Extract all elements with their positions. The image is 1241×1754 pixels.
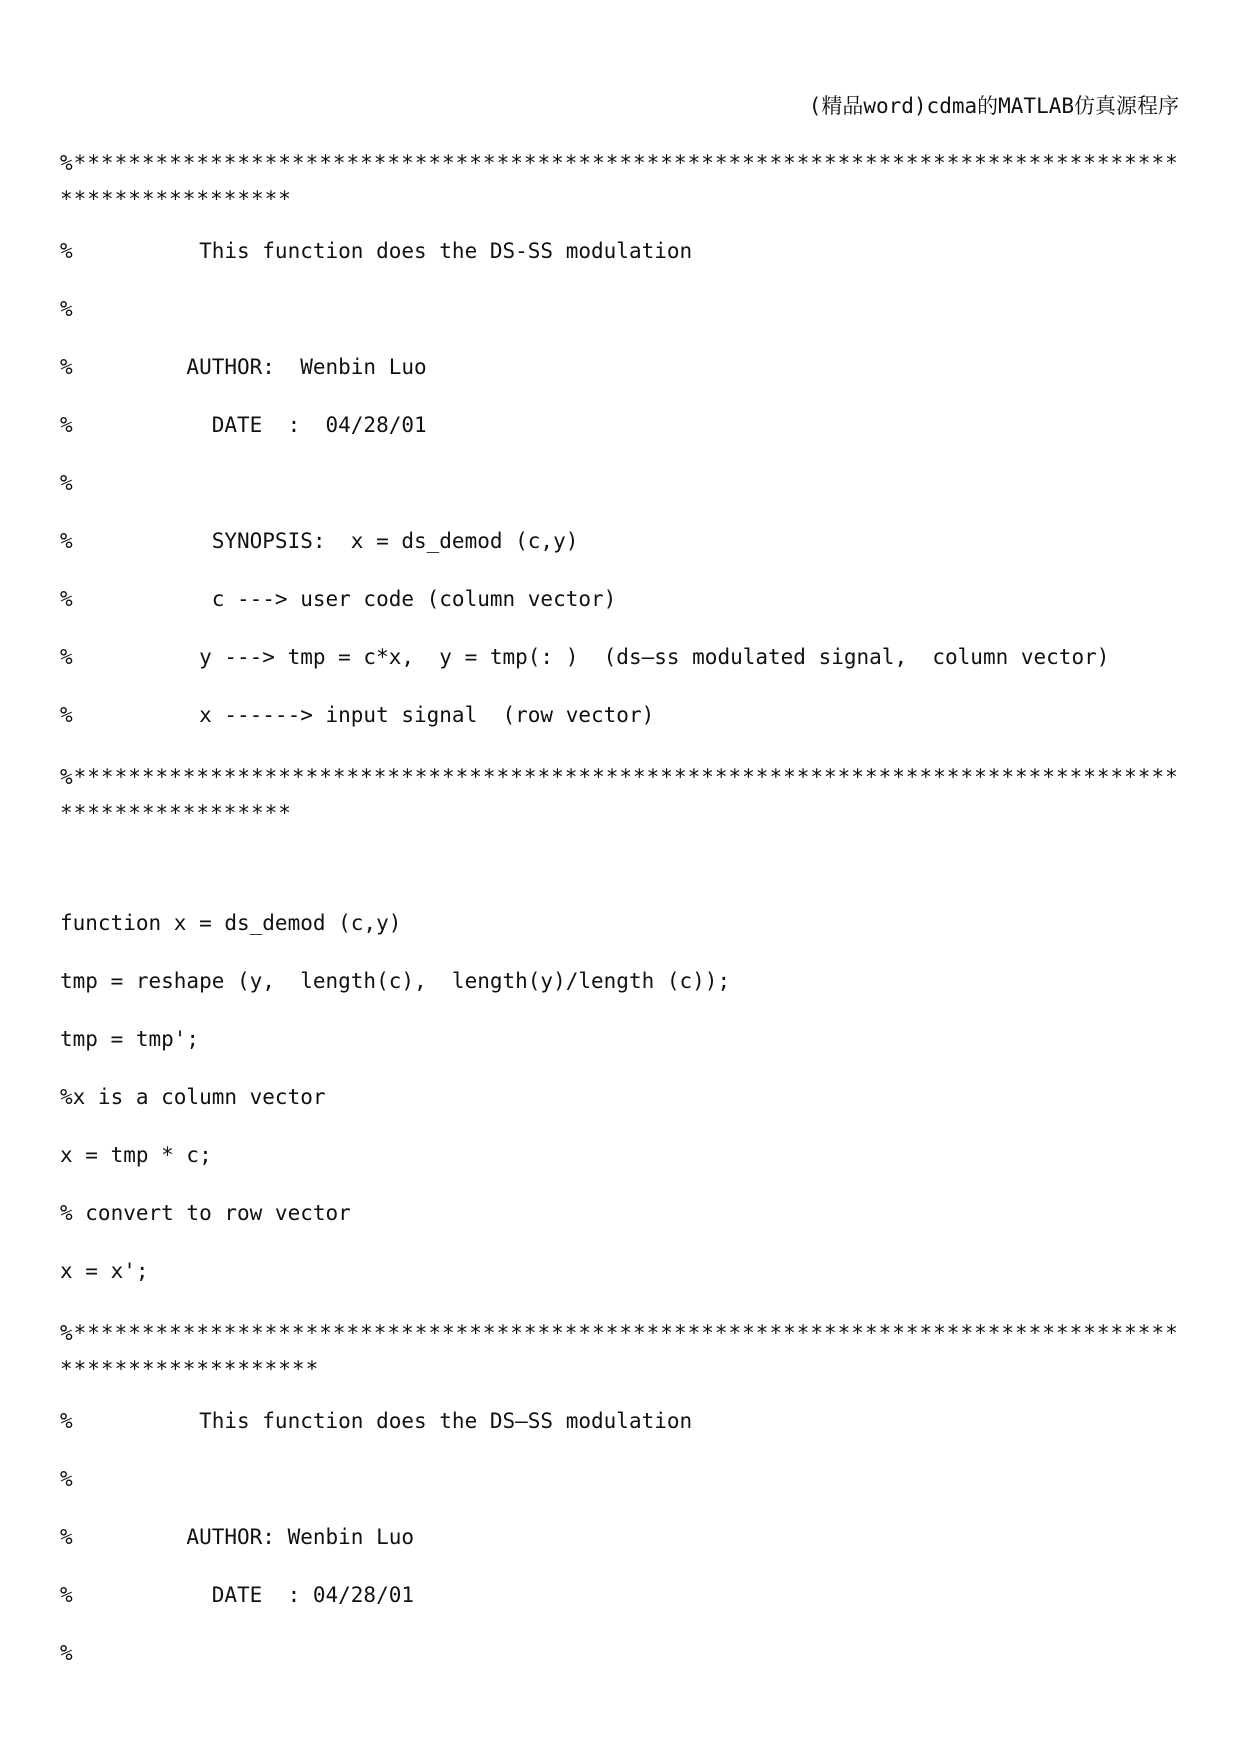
code-line: tmp = tmp'; <box>60 1027 200 1051</box>
code-line: function x = ds_demod (c,y) <box>60 911 402 935</box>
code-line: % AUTHOR: Wenbin Luo <box>60 1525 415 1549</box>
code-line: % DATE : 04/28/01 <box>60 413 427 437</box>
code-line: % SYNOPSIS: x = ds_demod (c,y) <box>60 529 579 553</box>
code-line: x = tmp * c; <box>60 1143 212 1167</box>
code-line: % DATE : 04/28/01 <box>60 1583 415 1607</box>
code-line: x = x'; <box>60 1259 149 1283</box>
code-line: % <box>60 1641 73 1665</box>
code-line: tmp = reshape (y, length(c), length(y)/length (c)); <box>60 969 731 993</box>
comment-divider-second: %**************************************************************************************************** <box>60 1321 1179 1381</box>
code-line: %x is a column vector <box>60 1085 326 1109</box>
code-line: % x ------> input signal (row vector) <box>60 703 655 727</box>
page-header-title: (精品word)cdma的MATLAB仿真源程序 <box>808 94 1179 118</box>
code-line: % <box>60 1467 73 1491</box>
comment-divider-top: %************************************************************************************************** <box>60 151 1179 211</box>
code-line: % <box>60 471 73 495</box>
blank-line <box>60 851 1180 909</box>
comment-divider-middle: %************************************************************************************************** <box>60 765 1179 825</box>
code-line: % convert to row vector <box>60 1201 351 1225</box>
code-line: % AUTHOR: Wenbin Luo <box>60 355 427 379</box>
code-line: % y ---> tmp = c*x, y = tmp(: ) (ds—ss modulated signal, column vector) <box>60 645 1110 669</box>
code-line: % This function does the DS-SS modulation <box>60 239 693 263</box>
matlab-source-listing <box>60 145 1180 1697</box>
code-line: % <box>60 297 73 321</box>
code-line: % This function does the DS—SS modulation <box>60 1409 693 1433</box>
code-line: % c ---> user code (column vector) <box>60 587 617 611</box>
